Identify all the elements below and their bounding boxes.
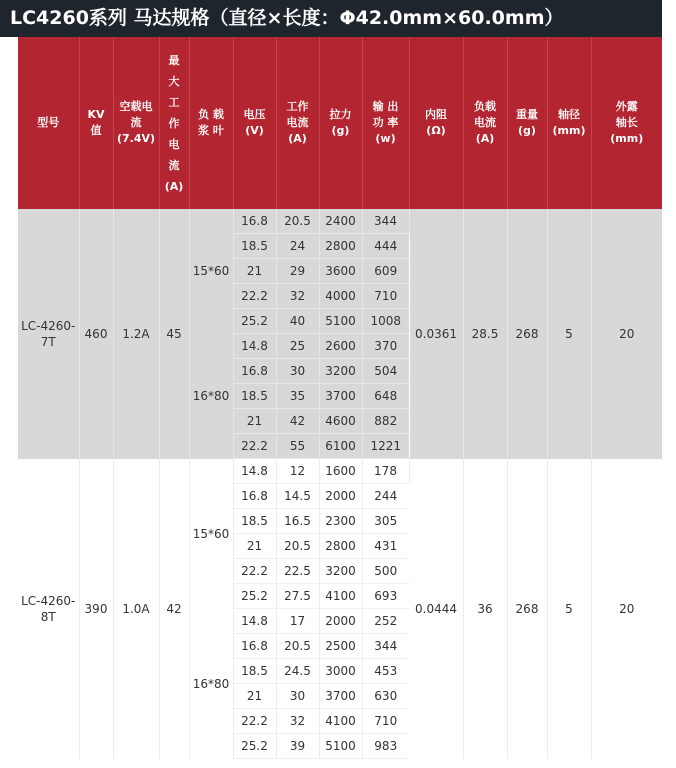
thrust-cell: 2400	[319, 209, 362, 234]
motor-group	[18, 209, 662, 459]
prop-cell: 15*60	[189, 459, 233, 609]
voltage-cell: 16.8	[233, 484, 276, 509]
thrust-cell: 6100	[319, 434, 362, 459]
output-power-cell: 630	[362, 684, 409, 709]
voltage-cell: 16.8	[233, 634, 276, 659]
model-cell: LC-4260- 8T	[18, 459, 79, 759]
working-current-cell: 27.5	[276, 584, 319, 609]
header-resistance: 内阻 (Ω)	[409, 37, 463, 209]
output-power-cell: 344	[362, 209, 409, 234]
voltage-cell: 14.8	[233, 609, 276, 634]
thrust-cell: 4100	[319, 709, 362, 734]
header-row	[18, 37, 662, 209]
voltage-cell: 25.2	[233, 584, 276, 609]
header-weight: 重量 (g)	[507, 37, 547, 209]
load-current-cell: 36	[463, 459, 507, 759]
output-power-cell: 305	[362, 509, 409, 534]
kv-cell: 390	[79, 459, 113, 759]
header-load-current: 负载 电流 (A)	[463, 37, 507, 209]
thrust-cell: 5100	[319, 734, 362, 759]
header-thrust: 拉力 (g)	[319, 37, 362, 209]
shaft-length-cell: 20	[591, 209, 662, 459]
output-power-cell: 710	[362, 284, 409, 309]
thrust-cell: 2300	[319, 509, 362, 534]
thrust-cell: 2800	[319, 534, 362, 559]
thrust-cell: 3000	[319, 659, 362, 684]
header-working-current: 工作 电流 (A)	[276, 37, 319, 209]
output-power-cell: 882	[362, 409, 409, 434]
shaft-diameter-cell: 5	[547, 209, 591, 459]
page-title: LC4260系列 马达规格（直径×长度：Φ42.0mm×60.0mm）	[0, 0, 662, 37]
thrust-cell: 3700	[319, 384, 362, 409]
thrust-cell: 4100	[319, 584, 362, 609]
working-current-cell: 17	[276, 609, 319, 634]
output-power-cell: 504	[362, 359, 409, 384]
voltage-cell: 18.5	[233, 659, 276, 684]
working-current-cell: 14.5	[276, 484, 319, 509]
output-power-cell: 648	[362, 384, 409, 409]
working-current-cell: 30	[276, 684, 319, 709]
working-current-cell: 22.5	[276, 559, 319, 584]
header-model: 型号	[18, 37, 79, 209]
thrust-cell: 2000	[319, 609, 362, 634]
voltage-cell: 25.2	[233, 309, 276, 334]
voltage-cell: 18.5	[233, 384, 276, 409]
header-output-power: 输 出 功 率 (w)	[362, 37, 409, 209]
thrust-cell: 4600	[319, 409, 362, 434]
thrust-cell: 1600	[319, 459, 362, 484]
prop-cell: 15*60	[189, 209, 233, 334]
output-power-cell: 1008	[362, 309, 409, 334]
working-current-cell: 55	[276, 434, 319, 459]
thrust-cell: 2800	[319, 234, 362, 259]
table-row	[18, 459, 662, 484]
output-power-cell: 344	[362, 634, 409, 659]
working-current-cell: 25	[276, 334, 319, 359]
working-current-cell: 24.5	[276, 659, 319, 684]
voltage-cell: 22.2	[233, 709, 276, 734]
prop-cell: 16*80	[189, 609, 233, 759]
table-row	[18, 209, 662, 234]
voltage-cell: 22.2	[233, 284, 276, 309]
weight-cell: 268	[507, 459, 547, 759]
kv-cell: 460	[79, 209, 113, 459]
working-current-cell: 42	[276, 409, 319, 434]
output-power-cell: 444	[362, 234, 409, 259]
load-current-cell: 28.5	[463, 209, 507, 459]
spec-table	[18, 37, 662, 759]
output-power-cell: 431	[362, 534, 409, 559]
shaft-diameter-cell: 5	[547, 459, 591, 759]
model-cell: LC-4260- 7T	[18, 209, 79, 459]
voltage-cell: 22.2	[233, 559, 276, 584]
working-current-cell: 39	[276, 734, 319, 759]
resistance-cell: 0.0361	[409, 209, 463, 459]
output-power-cell: 252	[362, 609, 409, 634]
header-shaft-length: 外露 轴长 (mm)	[591, 37, 662, 209]
header-no-load-current: 空载电 流 (7.4V)	[113, 37, 159, 209]
output-power-cell: 983	[362, 734, 409, 759]
no-load-current-cell: 1.0A	[113, 459, 159, 759]
shaft-length-cell: 20	[591, 459, 662, 759]
voltage-cell: 21	[233, 684, 276, 709]
voltage-cell: 25.2	[233, 734, 276, 759]
thrust-cell: 3700	[319, 684, 362, 709]
header-voltage: 电压 (V)	[233, 37, 276, 209]
thrust-cell: 5100	[319, 309, 362, 334]
voltage-cell: 21	[233, 534, 276, 559]
voltage-cell: 18.5	[233, 509, 276, 534]
thrust-cell: 3200	[319, 559, 362, 584]
output-power-cell: 244	[362, 484, 409, 509]
working-current-cell: 32	[276, 284, 319, 309]
thrust-cell: 4000	[319, 284, 362, 309]
voltage-cell: 21	[233, 409, 276, 434]
working-current-cell: 16.5	[276, 509, 319, 534]
max-current-cell: 45	[159, 209, 189, 459]
max-current-cell: 42	[159, 459, 189, 759]
header-max-current: 最 大 工 作 电 流 (A)	[159, 37, 189, 209]
motor-group	[18, 459, 662, 759]
prop-cell: 16*80	[189, 334, 233, 459]
voltage-cell: 16.8	[233, 359, 276, 384]
thrust-cell: 2600	[319, 334, 362, 359]
voltage-cell: 18.5	[233, 234, 276, 259]
thrust-cell: 2000	[319, 484, 362, 509]
output-power-cell: 370	[362, 334, 409, 359]
working-current-cell: 24	[276, 234, 319, 259]
header-shaft-diameter: 轴径 (mm)	[547, 37, 591, 209]
output-power-cell: 500	[362, 559, 409, 584]
output-power-cell: 609	[362, 259, 409, 284]
working-current-cell: 20.5	[276, 534, 319, 559]
voltage-cell: 14.8	[233, 459, 276, 484]
header-kv: KV 值	[79, 37, 113, 209]
working-current-cell: 35	[276, 384, 319, 409]
output-power-cell: 693	[362, 584, 409, 609]
output-power-cell: 453	[362, 659, 409, 684]
resistance-cell: 0.0444	[409, 459, 463, 759]
output-power-cell: 710	[362, 709, 409, 734]
working-current-cell: 20.5	[276, 209, 319, 234]
voltage-cell: 14.8	[233, 334, 276, 359]
working-current-cell: 40	[276, 309, 319, 334]
working-current-cell: 20.5	[276, 634, 319, 659]
no-load-current-cell: 1.2A	[113, 209, 159, 459]
working-current-cell: 32	[276, 709, 319, 734]
output-power-cell: 178	[362, 459, 409, 484]
thrust-cell: 3600	[319, 259, 362, 284]
voltage-cell: 22.2	[233, 434, 276, 459]
output-power-cell: 1221	[362, 434, 409, 459]
working-current-cell: 29	[276, 259, 319, 284]
thrust-cell: 3200	[319, 359, 362, 384]
header-prop: 负 载 浆 叶	[189, 37, 233, 209]
working-current-cell: 12	[276, 459, 319, 484]
thrust-cell: 2500	[319, 634, 362, 659]
weight-cell: 268	[507, 209, 547, 459]
working-current-cell: 30	[276, 359, 319, 384]
voltage-cell: 16.8	[233, 209, 276, 234]
voltage-cell: 21	[233, 259, 276, 284]
